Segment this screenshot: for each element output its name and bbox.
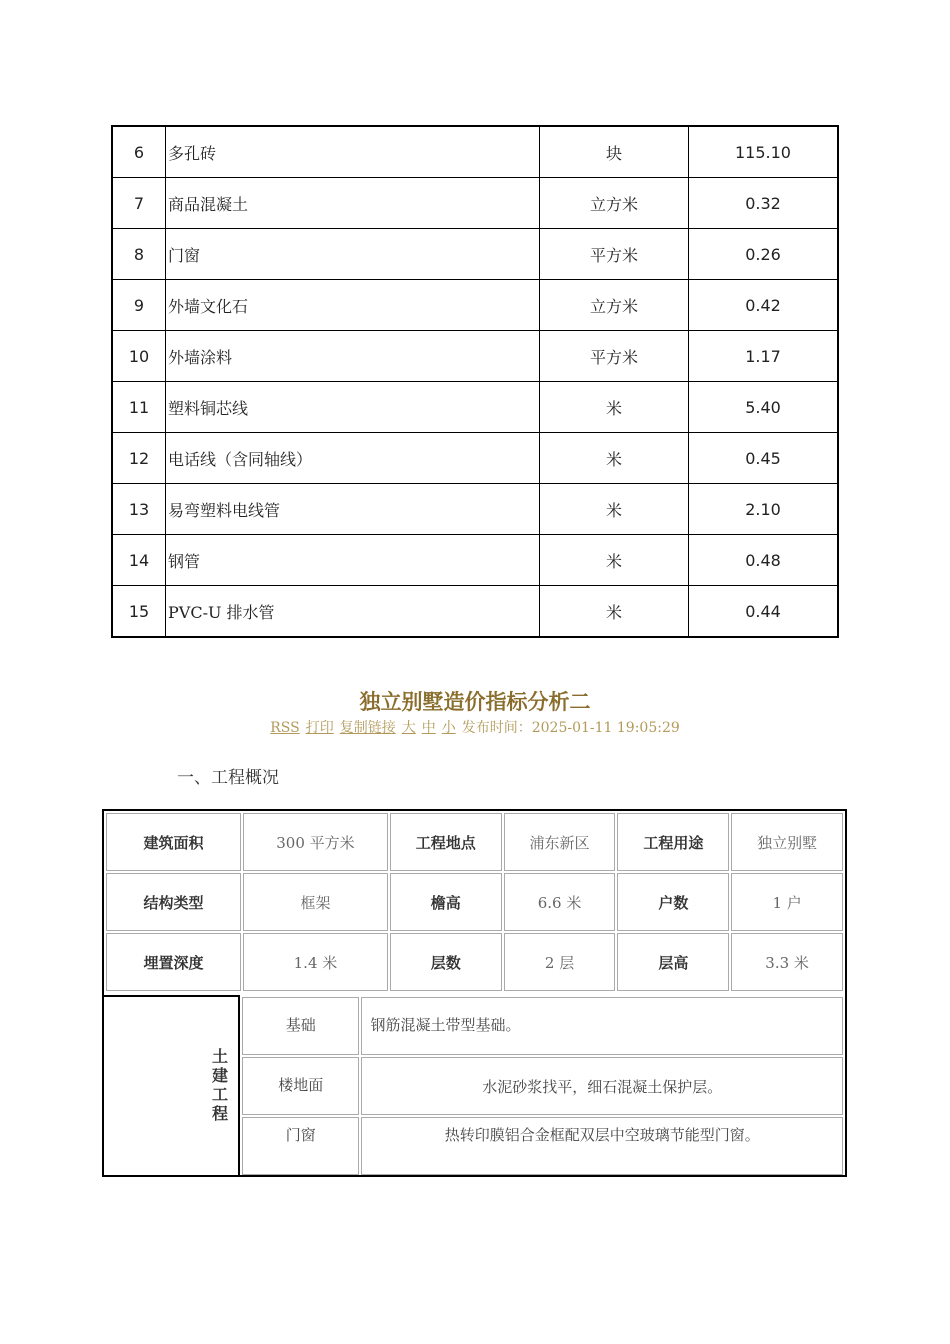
material-unit: 米 [540,535,689,586]
material-value: 0.45 [689,433,839,484]
row-number: 11 [112,382,166,433]
overview-label: 层数 [390,933,502,991]
civil-works-section [104,995,845,1175]
overview-label: 埋置深度 [106,933,241,991]
table-row [112,484,838,535]
overview-value: 独立别墅 [731,813,843,871]
print-link[interactable]: 打印 [305,720,334,736]
row-number: 14 [112,535,166,586]
material-value: 0.32 [689,178,839,229]
table-row [106,933,843,991]
overview-grid [104,811,845,993]
row-number: 7 [112,178,166,229]
material-value: 0.48 [689,535,839,586]
font-large-link[interactable]: 大 [401,720,416,736]
overview-value: 框架 [243,873,388,931]
material-unit: 立方米 [540,178,689,229]
font-medium-link[interactable]: 中 [421,720,436,736]
table-row [112,229,838,280]
civil-works-table [240,995,845,1177]
publish-time: 发布时间：2025-01-11 19:05:29 [461,720,680,736]
material-value: 0.42 [689,280,839,331]
table-row [112,331,838,382]
overview-label: 户数 [617,873,729,931]
material-value: 1.17 [689,331,839,382]
table-row [112,382,838,433]
row-number: 12 [112,433,166,484]
overview-value: 6.6 米 [504,873,616,931]
material-name: 多孔砖 [166,126,540,178]
material-unit: 米 [540,433,689,484]
civil-works-label: 土建工程 [212,1047,229,1123]
row-number: 10 [112,331,166,382]
material-unit: 立方米 [540,280,689,331]
table-row [112,280,838,331]
table-row [112,586,838,638]
material-name: 门窗 [166,229,540,280]
material-value: 115.10 [689,126,839,178]
material-name: 外墙文化石 [166,280,540,331]
article-title: 独立别墅造价指标分析二 [359,690,591,714]
table-row [242,1057,843,1115]
row-number: 6 [112,126,166,178]
overview-label: 工程用途 [617,813,729,871]
article-meta-bar [0,717,950,737]
materials-table [111,125,839,638]
material-name: PVC-U 排水管 [166,586,540,638]
row-number: 15 [112,586,166,638]
material-value: 5.40 [689,382,839,433]
material-unit: 平方米 [540,229,689,280]
overview-value: 1 户 [731,873,843,931]
material-name: 电话线（含同轴线） [166,433,540,484]
material-unit: 块 [540,126,689,178]
material-name: 外墙涂料 [166,331,540,382]
civil-item-value: 钢筋混凝土带型基础。 [361,997,843,1055]
material-value: 0.44 [689,586,839,638]
civil-item-key: 楼地面 [242,1057,359,1115]
table-row [112,126,838,178]
material-name: 塑料铜芯线 [166,382,540,433]
table-row [242,997,843,1055]
overview-value: 浦东新区 [504,813,616,871]
overview-value: 1.4 米 [243,933,388,991]
table-row [106,873,843,931]
material-name: 易弯塑料电线管 [166,484,540,535]
rss-link[interactable]: RSS [270,720,300,736]
font-small-link[interactable]: 小 [441,720,456,736]
copy-link-link[interactable]: 复制链接 [339,720,396,736]
overview-table [102,809,847,1177]
civil-item-value: 热转印膜铝合金框配双层中空玻璃节能型门窗。 [361,1117,843,1175]
material-unit: 平方米 [540,331,689,382]
overview-label: 结构类型 [106,873,241,931]
table-row [242,1117,843,1175]
civil-item-key: 基础 [242,997,359,1055]
overview-value: 300 平方米 [243,813,388,871]
table-row [106,813,843,871]
row-number: 13 [112,484,166,535]
overview-value: 3.3 米 [731,933,843,991]
material-name: 商品混凝土 [166,178,540,229]
material-unit: 米 [540,586,689,638]
table-row [112,433,838,484]
civil-item-key: 门窗 [242,1117,359,1175]
row-number: 8 [112,229,166,280]
section-heading: 一、工程概况 [177,768,279,788]
material-unit: 米 [540,484,689,535]
table-row [112,535,838,586]
material-unit: 米 [540,382,689,433]
civil-works-label-cell [104,995,240,1175]
overview-label: 檐高 [390,873,502,931]
civil-item-value: 水泥砂浆找平，细石混凝土保护层。 [361,1057,843,1115]
overview-label: 层高 [617,933,729,991]
table-row [112,178,838,229]
overview-label: 工程地点 [390,813,502,871]
material-value: 2.10 [689,484,839,535]
material-value: 0.26 [689,229,839,280]
material-name: 钢管 [166,535,540,586]
row-number: 9 [112,280,166,331]
overview-label: 建筑面积 [106,813,241,871]
overview-value: 2 层 [504,933,616,991]
